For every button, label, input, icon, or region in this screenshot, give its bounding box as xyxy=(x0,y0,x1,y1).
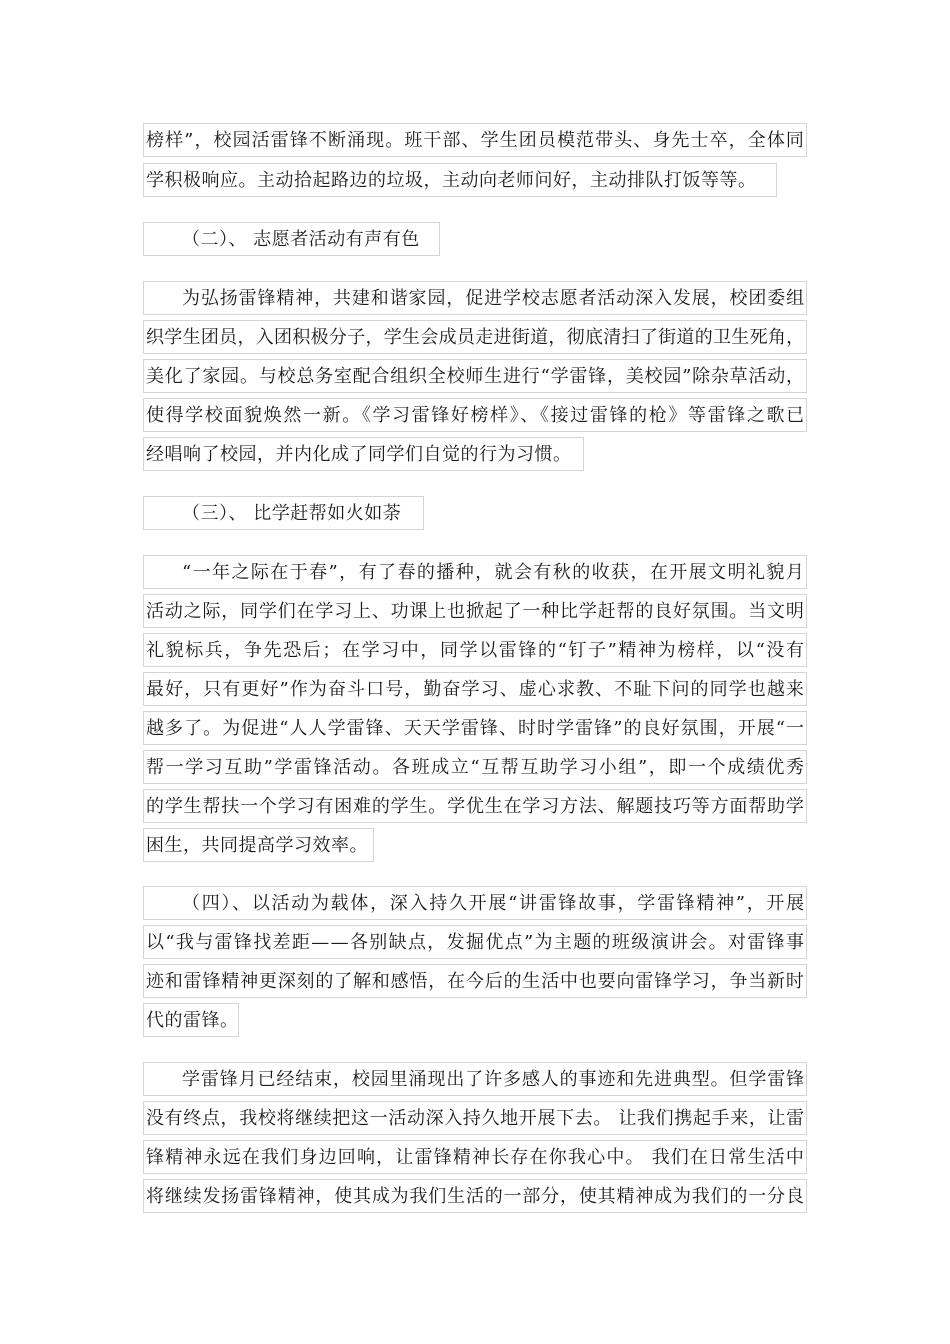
text-line: “一年之际在于春”，有了春的播种，就会有秋的收获，在开展文明礼貌月 xyxy=(143,555,807,589)
text-line: 使得学校面貌焕然一新。《学习雷锋好榜样》、《接过雷锋的枪》等雷锋之歌已 xyxy=(143,398,807,432)
text-line: 织学生团员，入团积极分子，学生会成员走进街道，彻底清扫了街道的卫生死角， xyxy=(143,320,807,354)
text-line: 越多了。为促进“人人学雷锋、天天学雷锋、时时学雷锋”的良好氛围，开展“一 xyxy=(143,711,807,745)
text-line: 最好，只有更好”作为奋斗口号，勤奋学习、虚心求教、不耻下问的同学也越来 xyxy=(143,672,807,706)
text-line: 将继续发扬雷锋精神，使其成为我们生活的一部分，使其精神成为我们的一分良 xyxy=(143,1179,807,1213)
text-line: 帮一学习互助”学雷锋活动。各班成立“互帮互助学习小组”，即一个成绩优秀 xyxy=(143,750,807,784)
text-line: 锋精神永远在我们身边回响，让雷锋精神长存在你我心中。 我们在日常生活中 xyxy=(143,1140,807,1174)
text-line: 学雷锋月已经结束，校园里涌现出了许多感人的事迹和先进典型。但学雷锋 xyxy=(143,1062,807,1096)
text-line: 以“我与雷锋找差距——各别缺点，发掘优点”为主题的班级演讲会。对雷锋事 xyxy=(143,925,807,959)
text-line: 经唱响了校园，并内化成了同学们自觉的行为习惯。 xyxy=(143,437,584,471)
text-line: 美化了家园。与校总务室配合组织全校师生进行“学雷锋，美校园”除杂草活动， xyxy=(143,359,807,393)
section-heading: （三）、 比学赶帮如火如荼 xyxy=(143,496,424,530)
text-line: 礼貌标兵，争先恐后；在学习中，同学以雷锋的“钉子”精神为榜样，以“没有 xyxy=(143,633,807,667)
text-line: 活动之际，同学们在学习上、功课上也掀起了一种比学赶帮的良好氛围。当文明 xyxy=(143,594,807,628)
text-line: 迹和雷锋精神更深刻的了解和感悟，在今后的生活中也要向雷锋学习，争当新时 xyxy=(143,964,807,998)
text-line: 的学生帮扶一个学习有困难的学生。学优生在学习方法、解题技巧等方面帮助学 xyxy=(143,789,807,823)
text-line: 没有终点，我校将继续把这一活动深入持久地开展下去。 让我们携起手来，让雷 xyxy=(143,1101,807,1135)
text-line: 为弘扬雷锋精神，共建和谐家园，促进学校志愿者活动深入发展，校团委组 xyxy=(143,281,807,315)
section-heading: （二）、 志愿者活动有声有色 xyxy=(143,222,440,256)
text-line: （四）、以活动为载体，深入持久开展“讲雷锋故事，学雷锋精神”，开展 xyxy=(143,886,807,920)
text-line: 困生，共同提高学习效率。 xyxy=(143,828,374,862)
text-line: 榜样”，校园活雷锋不断涌现。班干部、学生团员模范带头、身先士卒，全体同 xyxy=(143,123,807,157)
text-line: 代的雷锋。 xyxy=(143,1003,239,1037)
text-line: 学积极响应。主动拾起路边的垃圾，主动向老师问好，主动排队打饭等等。 xyxy=(143,163,777,197)
